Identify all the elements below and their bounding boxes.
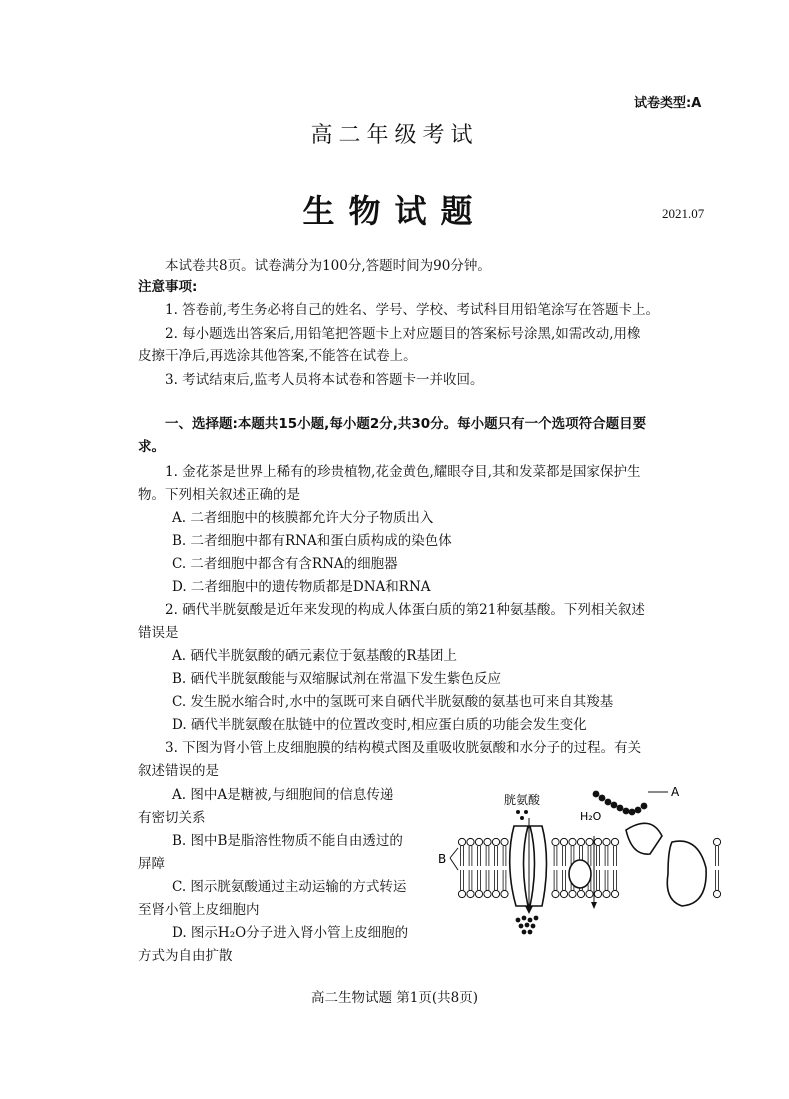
lipid-head xyxy=(484,890,491,897)
cystine-dot xyxy=(516,918,521,923)
lipid-tail xyxy=(503,870,506,890)
lipid-head xyxy=(611,890,618,897)
question-3-option: D. 图示H₂O分子进入肾小管上皮细胞的 xyxy=(172,925,409,941)
label-a: A xyxy=(671,785,680,799)
lipid-head xyxy=(577,890,584,897)
lipid-head xyxy=(603,838,610,845)
cystine-dot xyxy=(516,810,520,814)
question-1-stem-cont: 物。下列相关叙述正确的是 xyxy=(138,487,300,503)
question-1-option: A. 二者细胞中的核膜都允许大分子物质出入 xyxy=(172,510,434,526)
lipid-tail xyxy=(478,846,481,866)
lipid-tail xyxy=(588,846,591,866)
lipid-tail xyxy=(461,846,464,866)
cystine-dot xyxy=(528,930,533,935)
lipid-head xyxy=(552,838,559,845)
cystine-molecules-inside xyxy=(516,916,539,935)
sugar-unit xyxy=(605,799,612,806)
channel-protein-right xyxy=(530,826,547,906)
lipid-head xyxy=(458,838,465,845)
cystine-dot xyxy=(524,810,528,814)
lipid-tail xyxy=(605,870,608,890)
lipid-head xyxy=(713,838,720,845)
channel-protein-left xyxy=(510,826,528,906)
lipid-head xyxy=(492,838,499,845)
question-1-option: C. 二者细胞中都含有含RNA的细胞器 xyxy=(172,556,398,572)
question-2-stem-cont: 错误是 xyxy=(138,625,179,641)
lipid-tail xyxy=(563,846,566,866)
notice-item: 3. 考试结束后,监考人员将本试卷和答题卡一并收回。 xyxy=(165,372,484,388)
lipid-tail xyxy=(554,870,557,890)
section-title-cont: 求。 xyxy=(138,439,165,455)
question-1-option: D. 二者细胞中的遗传物质都是DNA和RNA xyxy=(172,579,431,595)
sugar-unit xyxy=(599,795,606,802)
page-footer: 高二生物试题 第1页(共8页) xyxy=(310,990,478,1006)
question-2-option: D. 硒代半胱氨酸在肽链中的位置改变时,相应蛋白质的功能会发生变化 xyxy=(172,717,587,733)
notice-item: 2. 每小题选出答案后,用铅笔把答题卡上对应题目的答案标号涂黑,如需改动,用橡 xyxy=(165,326,641,342)
cystine-dot xyxy=(522,930,527,935)
sugar-unit xyxy=(611,802,618,809)
notice-item: 皮擦干净后,再选涂其他答案,不能答在试卷上。 xyxy=(138,348,417,364)
question-3-option-cont: 至肾小管上皮细胞内 xyxy=(138,902,260,918)
cystine-dot xyxy=(520,816,524,820)
lipid-tail xyxy=(614,846,617,866)
lipid-tail xyxy=(469,846,472,866)
sugar-unit xyxy=(593,791,600,798)
lipid-head xyxy=(484,838,491,845)
lipid-head xyxy=(467,890,474,897)
cystine-dot xyxy=(534,916,539,921)
question-3-stem-cont: 叙述错误的是 xyxy=(138,763,219,779)
lipid-tail xyxy=(486,870,489,890)
water-label: H₂O xyxy=(580,810,602,823)
lipid-head xyxy=(713,890,720,897)
protein-large xyxy=(667,841,706,906)
question-3-option-cont: 有密切关系 xyxy=(138,810,206,826)
label-b-pointer xyxy=(450,858,458,870)
label-b: B xyxy=(438,852,447,866)
question-3-stem: 3. 下图为肾小管上皮细胞膜的结构模式图及重吸收胱氨酸和水分子的过程。有关 xyxy=(165,740,642,756)
lipid-tail xyxy=(461,870,464,890)
question-3-option-cont: 方式为自由扩散 xyxy=(138,948,233,964)
question-2-option: B. 硒代半胱氨酸能与双缩脲试剂在常温下发生紫色反应 xyxy=(172,671,502,687)
cystine-label: 胱氨酸 xyxy=(504,793,541,807)
lipid-head xyxy=(569,890,576,897)
lipid-tail xyxy=(597,846,600,866)
lipid-tail xyxy=(486,846,489,866)
lipid-tail xyxy=(503,846,506,866)
label-b-pointer xyxy=(450,848,458,858)
cystine-molecules-outside xyxy=(516,810,528,820)
lipid-head xyxy=(560,838,567,845)
lipid-tail xyxy=(597,870,600,890)
membrane-diagram xyxy=(436,778,726,938)
cystine-dot xyxy=(522,916,527,921)
lipid-tail xyxy=(478,870,481,890)
lipid-head xyxy=(467,838,474,845)
notice-title: 注意事项: xyxy=(138,279,198,295)
paper-type-label: 试卷类型:A xyxy=(634,96,702,111)
lipid-tail xyxy=(554,846,557,866)
question-2-option: C. 发生脱水缩合时,水中的氢既可来自硒代半胱氨酸的氨基也可来自其羧基 xyxy=(172,694,614,710)
lipid-head xyxy=(475,890,482,897)
lipid-tail xyxy=(716,870,719,890)
question-2-option: A. 硒代半胱氨酸的硒元素位于氨基酸的R基团上 xyxy=(172,648,457,664)
lipid-head xyxy=(492,890,499,897)
lipid-tail xyxy=(563,870,566,890)
subject-title: 生物试题 xyxy=(302,192,487,230)
question-3-option-cont: 屏障 xyxy=(138,856,165,872)
intro-summary: 本试卷共8页。试卷满分为100分,答题时间为90分钟。 xyxy=(165,258,491,274)
water-arrow-head xyxy=(591,902,597,909)
lipid-head xyxy=(586,838,593,845)
sugar-unit xyxy=(623,808,630,815)
lipid-head xyxy=(586,890,593,897)
exam-title: 高二年级考试 xyxy=(310,123,479,148)
cystine-dot xyxy=(525,923,530,928)
lipid-head xyxy=(475,838,482,845)
lipid-head xyxy=(501,838,508,845)
question-3-option: C. 图示胱氨酸通过主动运输的方式转运 xyxy=(172,879,407,895)
lipid-head xyxy=(560,890,567,897)
transport-arrow-head xyxy=(525,906,533,914)
exam-date: 2021.07 xyxy=(662,206,705,221)
protein-receptor xyxy=(626,823,662,854)
protein-small xyxy=(569,860,591,888)
sugar-unit xyxy=(641,803,648,810)
lipid-head xyxy=(611,838,618,845)
lipid-head xyxy=(552,890,559,897)
lipid-head xyxy=(501,890,508,897)
lipid-head xyxy=(577,838,584,845)
lipid-head xyxy=(603,890,610,897)
lipid-tail xyxy=(605,846,608,866)
question-1-option: B. 二者细胞中都有RNA和蛋白质构成的染色体 xyxy=(172,533,452,549)
lipid-head xyxy=(594,838,601,845)
sugar-unit xyxy=(629,809,636,816)
lipid-tail xyxy=(495,870,498,890)
lipid-head xyxy=(458,890,465,897)
section-title: 一、选择题:本题共15小题,每小题2分,共30分。每小题只有一个选项符合题目要 xyxy=(165,416,647,432)
lipid-tail xyxy=(495,846,498,866)
lipid-head xyxy=(594,890,601,897)
question-3-option: A. 图中A是糖被,与细胞间的信息传递 xyxy=(172,787,394,803)
sugar-unit xyxy=(635,807,642,814)
lipid-tail xyxy=(716,846,719,866)
notice-item: 1. 答卷前,考生务必将自己的姓名、学号、学校、考试科目用铅笔涂写在答题卡上。 xyxy=(165,302,659,318)
cystine-dot xyxy=(519,924,524,929)
lipid-head xyxy=(569,838,576,845)
question-3-option: B. 图中B是脂溶性物质不能自由透过的 xyxy=(172,833,403,849)
sugar-unit xyxy=(617,805,624,812)
lipid-tail xyxy=(469,870,472,890)
cystine-dot xyxy=(531,924,536,929)
question-2-stem: 2. 硒代半胱氨酸是近年来发现的构成人体蛋白质的第21种氨基酸。下列相关叙述 xyxy=(165,602,645,618)
lipid-tail xyxy=(614,870,617,890)
question-1-stem: 1. 金花茶是世界上稀有的珍贵植物,花金黄色,耀眼夺目,其和发菜都是国家保护生 xyxy=(165,464,641,480)
cystine-dot xyxy=(528,918,533,923)
